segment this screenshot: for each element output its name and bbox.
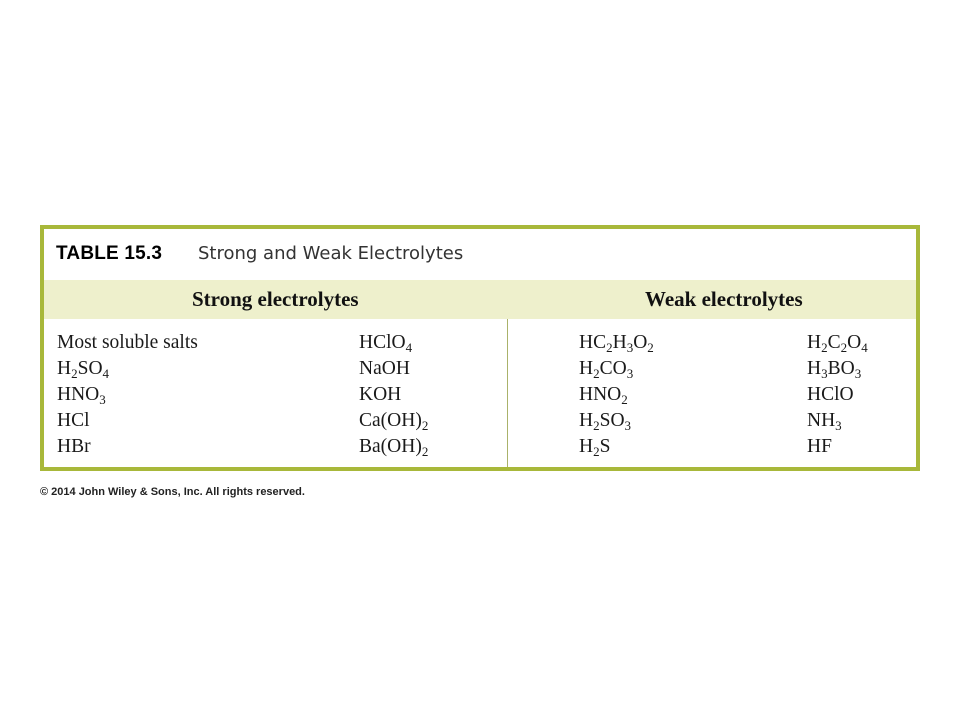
table-cell: $HC_2H_3O_2$ (579, 332, 654, 355)
table-cell: HClO$_4$ (359, 332, 413, 355)
strong-column-2 (359, 330, 428, 460)
table-number: TABLE 15.3 (56, 243, 163, 264)
table-cell: $HNO_3$ (57, 384, 106, 407)
electrolytes-table (40, 225, 920, 471)
table-cell: $H_2CO_3$ (579, 358, 634, 381)
copyright-notice: © 2014 John Wiley & Sons, Inc. All rights reserved. (40, 486, 305, 498)
column-divider (507, 319, 508, 467)
table-cell: HClO (807, 384, 854, 405)
table-caption (44, 229, 916, 280)
table-cell: NaOH (359, 358, 410, 379)
table-title: Strong and Weak Electrolytes (198, 243, 464, 264)
table-cell: $H_2C_2O_4$ (807, 332, 868, 355)
table-cell: $H_2S$ (579, 436, 611, 459)
table-cell: KOH (359, 384, 402, 405)
table-cell: $HNO_2$ (579, 384, 628, 407)
table-cell: $H_2SO_3$ (579, 410, 632, 433)
table-cell: $Ca(OH)_2$ (359, 410, 429, 433)
weak-column-2 (807, 330, 868, 460)
strong-column-1 (57, 330, 198, 460)
table-cell: $NH_3$ (807, 410, 842, 433)
table-cell: Most soluble salts (57, 332, 198, 353)
table-cell: HF (807, 436, 832, 457)
table-cell: HBr (57, 436, 91, 457)
table-cell: $H_3BO_3$ (807, 358, 862, 381)
table-cell: HCl (57, 410, 90, 431)
table-header-row (44, 280, 916, 319)
header-weak-electrolytes: Weak electrolytes (645, 287, 803, 311)
table-cell: $H_2SO_4$ (57, 358, 110, 381)
header-strong-electrolytes: Strong electrolytes (192, 287, 359, 311)
weak-column-1 (579, 330, 654, 460)
table-cell: $Ba(OH)_2$ (359, 436, 429, 459)
